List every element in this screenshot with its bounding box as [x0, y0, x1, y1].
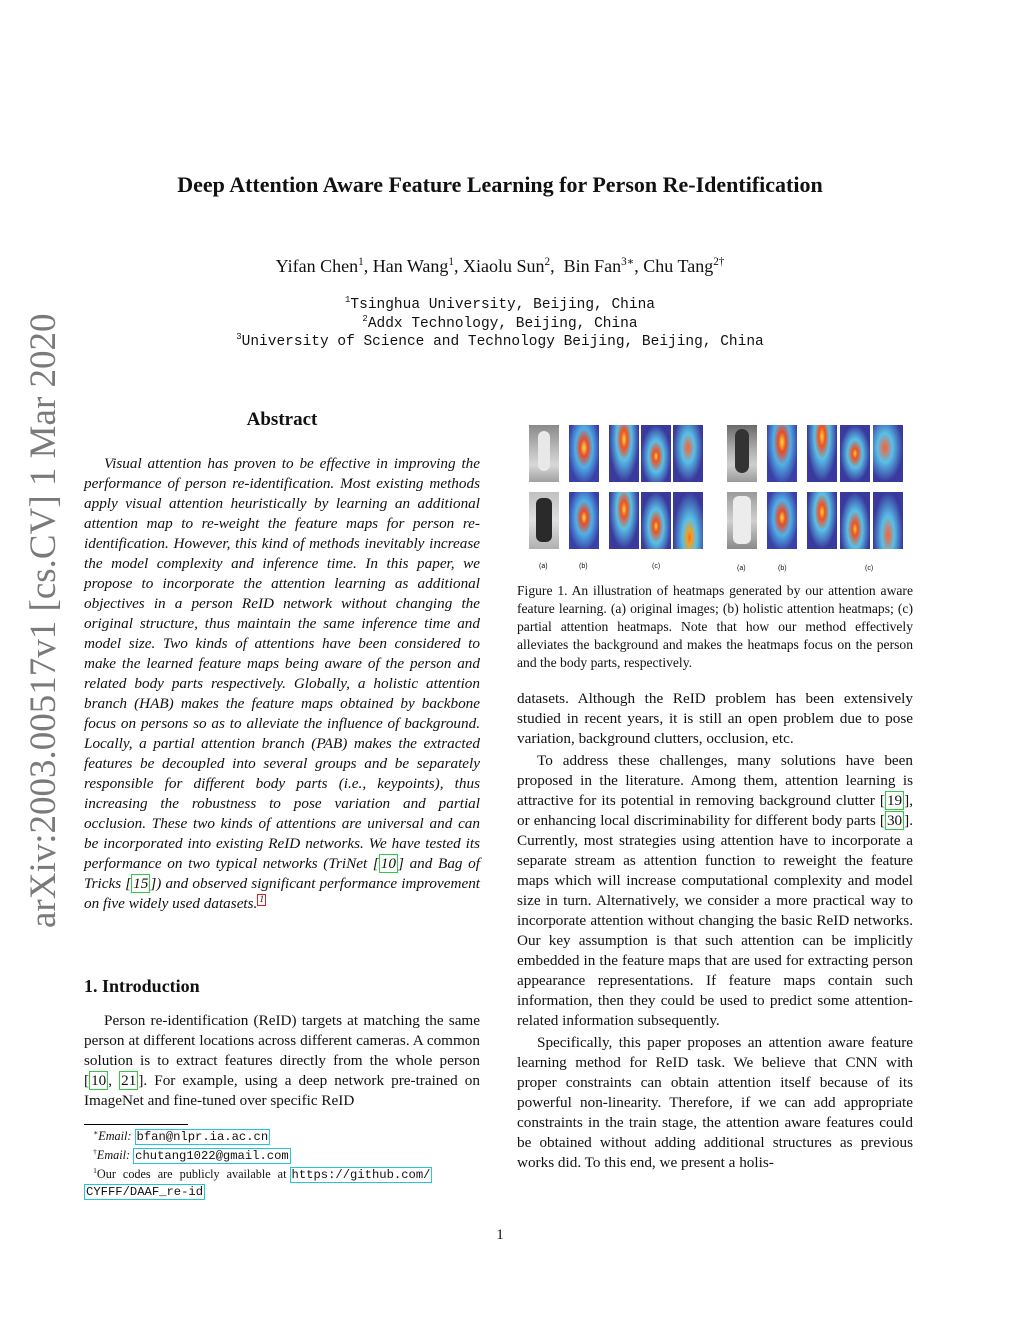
abstract-body [84, 454, 480, 914]
partial-heatmap-thumbnail [641, 492, 671, 549]
author-name: Bin Fan [563, 256, 622, 276]
panel-label: (a) [539, 563, 548, 570]
holistic-heatmap-thumbnail [569, 492, 599, 549]
footnote-mark: ∗ [93, 1127, 99, 1137]
footnote-mark: 1 [93, 1165, 97, 1175]
citation-link[interactable]: 10 [380, 855, 396, 872]
section-heading: 1. Introduction [84, 976, 200, 996]
affiliation-mark: 1 [345, 295, 351, 306]
paragraph-text: ], or enhancing local discriminability for different body parts [ [517, 792, 913, 829]
partial-heatmap-thumbnail [873, 425, 903, 482]
email-link[interactable]: bfan@nlpr.ia.ac.cn [136, 1130, 269, 1144]
author-mark: 1 [358, 256, 364, 268]
original-image-thumbnail [529, 425, 559, 482]
footnote-label: Email: [98, 1129, 132, 1143]
affiliation-1 [0, 297, 1000, 313]
paragraph-text: ]. Currently, most strategies using attention have to incorporate a separate stream as attention function to reweight the feature maps which will increase computational complexity and model size in turn. Alternatively, we consider a more practical way to incorporate attention without changing the basic ReID networks. Our key assumption is that such attention can be implicitly embedded in the feature maps that are used for extracting person appearance representations. If feature maps contain such information, then they could be used to predict some attention-related information subsequently. [517, 812, 913, 1029]
partial-heatmap-thumbnail [673, 492, 703, 549]
citation-link[interactable]: 15 [133, 875, 149, 892]
affiliation-text: Tsinghua University, Beijing, China [350, 297, 655, 313]
author-list: Yifan Chen$^1$, Han Wang$^1$, Xiaolu Sun$^2$, Bin Fan$^{3∗}$, Chu Tang$^{2\dagger}$ [275, 256, 725, 276]
intro-body [84, 1011, 480, 1111]
author-name: Xiaolu Sun [463, 256, 545, 276]
citation-link[interactable]: 30 [886, 812, 903, 829]
partial-heatmap-thumbnail [641, 425, 671, 482]
page-number: 1 [496, 1227, 504, 1243]
footnote-rule [84, 1124, 188, 1125]
original-image-thumbnail [727, 492, 757, 549]
partial-heatmap-thumbnail [873, 492, 903, 549]
author-mark: 1 [448, 256, 454, 268]
code-url-link[interactable]: CYFFF/DAAF_re-id [86, 1185, 204, 1199]
partial-heatmap-thumbnail [609, 425, 639, 482]
author-mark: 2 [544, 256, 551, 268]
author-name: Han Wang [372, 256, 449, 276]
partial-heatmap-thumbnail [840, 492, 870, 549]
holistic-heatmap-thumbnail [569, 425, 599, 482]
arxiv-stamp: arXiv:2003.00517v1 [cs.CV] 1 Mar 2020 [23, 313, 64, 928]
code-url-link[interactable]: https://github.com/ [291, 1168, 431, 1182]
original-image-thumbnail [529, 492, 559, 549]
footnote-email-2 [84, 1147, 480, 1164]
paragraph: datasets. Although the ReID problem has been extensively studied in recent years, it is still an open problem due to pose variation, background clutters, occlusion, etc. [517, 690, 913, 747]
paragraph [517, 751, 913, 1031]
paragraph-text: To address these challenges, many solutions have been proposed in the literature. Among them, attention learning is attractive for its potential in removing background clutter [ [517, 752, 913, 809]
partial-heatmap-thumbnail [807, 492, 837, 549]
citation-link[interactable]: 21 [121, 1072, 137, 1089]
footnote-label: Email: [96, 1148, 131, 1162]
paper-title: Deep Attention Aware Feature Learning for Person Re-Identification [177, 172, 823, 197]
author-mark: 2† [713, 256, 725, 268]
citation-link[interactable]: 19 [886, 792, 903, 809]
footnote-mark: † [93, 1146, 97, 1156]
figure-caption: Figure 1. An illustration of heatmaps generated by our attention aware feature learning. (a) original images; (b) holistic attention heatmaps; (c) partial attention heatmaps. Note that how our method effectively alleviates the background and makes the heatmaps focus on the person and the body parts, respectively. [517, 583, 913, 670]
email-link[interactable]: chutang1022@gmail.com [135, 1149, 289, 1163]
affiliation-3 [0, 334, 1000, 350]
panel-label: (c) [652, 563, 661, 570]
right-column-body [517, 689, 913, 1173]
author-name: Yifan Chen [275, 256, 359, 276]
abstract-text: ] and Bag of Tricks [ [84, 855, 480, 892]
affiliation-text: University of Science and Technology Beijing, Beijing, China [241, 334, 764, 350]
abstract-text: Visual attention has proven to be effective in improving the performance of person re-identification. Most existing methods apply visual attention heuristically by learning an additional attention map to re-weight the feature maps for person re-identification. However, this kind of methods inevitably increase the model complexity and inference time. In this paper, we propose to incorporate the attention learning as additional objectives in a person ReID network without changing the original structure, thus maintain the same inference time and model size. Two kinds of attentions have been considered to make the learned feature maps being aware of the person and related body parts respectively. Globally, a holistic attention branch (HAB) makes the feature maps obtained by backbone focus on persons so as to alleviate the influence of background. Locally, a partial attention branch (PAB) makes the extracted features be decoupled into several groups and be separately responsible for different body parts (i.e., keypoints), thus increasing the robustness to pose variation and partial occlusion. These two kinds of attentions are universal and can be incorporated into existing ReID networks. We have tested its performance on two typical networks (TriNet [ [84, 455, 480, 872]
holistic-heatmap-thumbnail [767, 492, 797, 549]
holistic-heatmap-thumbnail [767, 425, 797, 482]
original-image-thumbnail [727, 425, 757, 482]
footnotes [84, 1128, 480, 1200]
panel-label: (b) [579, 563, 588, 570]
panel-label: (c) [865, 565, 874, 572]
footnote-text: Our codes are publicly available at [96, 1167, 287, 1181]
abstract-text: ]) and observed significant performance improvement on five widely used datasets. [84, 875, 481, 912]
intro-text: Person re-identification (ReID) targets at matching the same person at different locations across different cameras. A common solution is to extract features directly from the whole person [ [84, 1012, 480, 1089]
author-mark: 3∗ [621, 256, 635, 268]
affiliation-2 [0, 316, 1000, 332]
paragraph: Specifically, this paper proposes an attention aware feature learning method for ReID task. We believe that CNN with proper constraints can obtain attention itself because of its powerful non-linearity. Therefore, if we can add appropriate constraints in the train stage, the attention aware features could be obtained without adding additional structures as previous works did. To this end, we present a holis- [517, 1034, 913, 1171]
figure-heatmaps [527, 423, 907, 573]
intro-text: ]. For example, using a deep network pre-trained on ImageNet and fine-tuned over specific ReID [84, 1072, 480, 1109]
partial-heatmap-thumbnail [807, 425, 837, 482]
citation-separator: , [108, 1072, 120, 1089]
panel-label: (b) [778, 565, 787, 572]
footnote-link[interactable]: 1 [259, 894, 265, 905]
affiliation-mark: 2 [362, 314, 368, 325]
partial-heatmap-thumbnail [609, 492, 639, 549]
citation-link[interactable]: 10 [91, 1072, 107, 1089]
footnote-email-1 [84, 1128, 480, 1145]
author-name: Chu Tang [643, 256, 714, 276]
footnote-code [84, 1166, 480, 1200]
partial-heatmap-thumbnail [840, 425, 870, 482]
panel-label: (a) [737, 565, 746, 572]
partial-heatmap-thumbnail [673, 425, 703, 482]
abstract-heading: Abstract [246, 409, 318, 430]
affiliation-text: Addx Technology, Beijing, China [367, 316, 638, 332]
affiliation-mark: 3 [236, 332, 242, 343]
